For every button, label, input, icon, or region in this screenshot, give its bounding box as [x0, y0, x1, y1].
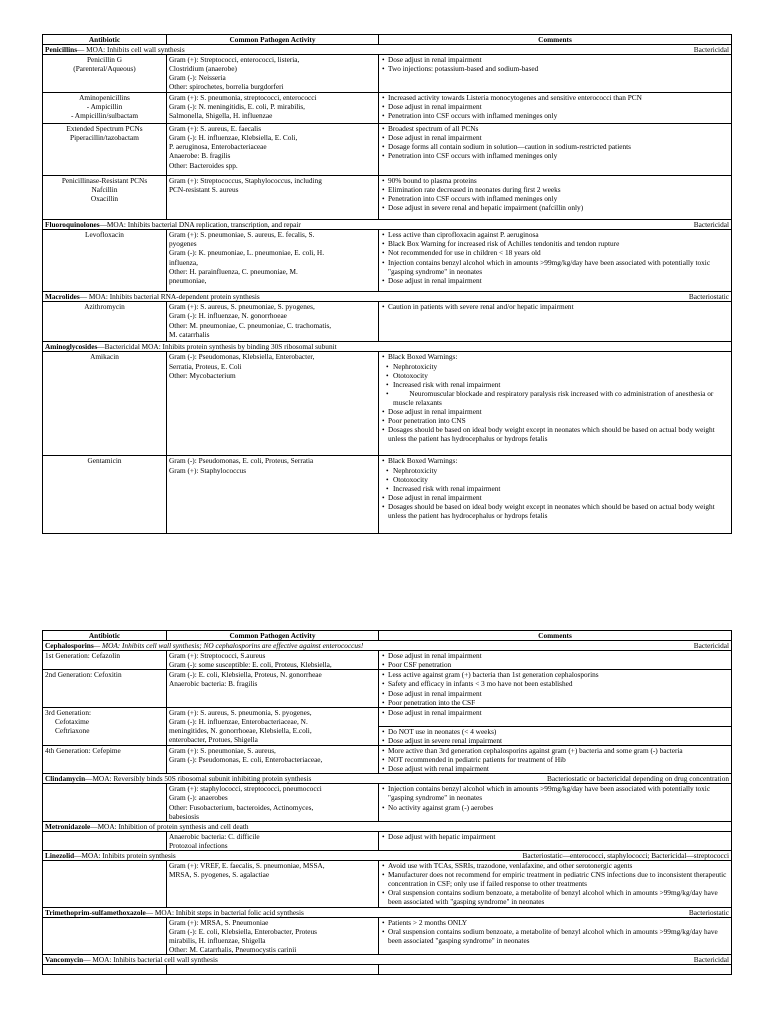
table-row — [43, 670, 732, 707]
table-row — [43, 861, 732, 907]
comments-cell: • Dose adjust in renal impairment • Do NOT use in neonates (< 4 weeks) • Dose adjust in severe renal impairment — [379, 707, 732, 745]
comments-cell: • Black Boxed Warnings: • Nephrotoxicity • Ototoxocity • Increased risk with renal impairment • Neuromuscular blockade and respiratory paralysis risk increased with co administration of anesthesia or muscle relaxants • Dose adjust in renal impairment • Poor penetration into CNS • Dosages should be based on ideal body weight except in neonates which should be based on actual body weight unless the patient has hydrocephalus or hydrops fetalis — [379, 352, 732, 456]
header-activity: Common Pathogen Activity — [167, 631, 379, 641]
drug-cell — [43, 917, 167, 954]
drug-cell — [43, 784, 167, 821]
drug-cell: 4th Generation: Cefepime — [43, 745, 167, 773]
section-moa: —MOA: Inhibition of protein synthesis and cell death — [90, 821, 249, 831]
antibiotic-table-2 — [42, 630, 732, 975]
section-effect: Bactericidal — [693, 220, 729, 230]
activity-cell: Gram (-): Pseudomonas, Klebsiella, Enterobacter, Serratia, Proteus, E. Coli Other: Mycobacterium — [167, 352, 379, 456]
table-row — [43, 352, 732, 456]
section-row-fluoroquinolones — [43, 220, 732, 230]
comments-cell — [379, 965, 732, 975]
drug-cell: 3rd Generation: Cefotaxime Ceftriaxone — [43, 707, 167, 745]
activity-cell: Gram (+): Streptococci, S.aureus Gram (-): some susceptible: E. coli, Proteus, Klebsiella, — [167, 651, 379, 670]
drug-cell: 1st Generation: Cefazolin — [43, 651, 167, 670]
activity-cell — [167, 965, 379, 975]
section-name: Aminoglycosides — [45, 342, 98, 352]
header-antibiotic: Antibiotic — [43, 631, 167, 641]
section-effect: Bacteriostatic — [688, 907, 729, 917]
drug-cell: Gentamicin — [43, 456, 167, 534]
activity-cell: Gram (-): E. coli, Klebsiella, Proteus, N. gonorrheae Anaerobic bacteria: B. fragilis — [167, 670, 379, 707]
comments-cell: • Avoid use with TCAs, SSRIs, trazodone, venlafaxine, and other serotonergic agents • Manufacturer does not recommend for empiric treatment in pediatric CNS infections due to inconsistent therapeutic concentration in CSF; only use if failed response to other treatments • Oral suspension contains sodium benzoate, a metabolite of benzyl alcohol which in amounts >99mg/kg/day have been associated with "gasping syndrome" in neonates — [379, 861, 732, 907]
table-row — [43, 302, 732, 342]
section-moa: —Bactericidal MOA: Inhibits protein synthesis by binding 30S ribosomal subunit — [97, 342, 337, 352]
section-name: Trimethoprim-sulfamethoxazole — [45, 907, 146, 917]
table-row — [43, 831, 732, 850]
activity-cell: Gram (+): S. pneumoniae, S. aureus, Gram (-): Pseudomonas, E. coli, Enterobacteriaceae, — [167, 745, 379, 773]
comments-cell: • 90% bound to plasma proteins • Elimination rate decreased in neonates during first 2 weeks • Penetration into CSF occurs with inflamed meninges only • Dose adjust in severe renal and hepatic impairment (nafcillin only) — [379, 176, 732, 220]
table-page-1 — [42, 34, 731, 534]
section-row-penicillins — [43, 45, 732, 55]
drug-cell: Penicillin G (Parenteral/Aqueous) — [43, 55, 167, 93]
comments-cell: • Increased activity towards Listeria monocytogenes and sensitive enterococci than PCN • Dose adjust in renal impairment • Penetration into CSF occurs with inflamed meninges only — [379, 93, 732, 124]
activity-cell: Gram (+): Streptococci, enterococci, listeria, Clostridium (anaerobe) Gram (-): Neisseria Other: spirochetes, borrelia burgdorferi — [167, 55, 379, 93]
comments-cell: • Caution in patients with severe renal and/or hepatic impairment — [379, 302, 732, 342]
header-antibiotic: Antibiotic — [43, 35, 167, 45]
table-row — [43, 176, 732, 220]
drug-cell — [43, 965, 167, 975]
section-effect: Bactericidal — [693, 641, 729, 651]
table-row — [43, 784, 732, 821]
section-effect: Bacteriostatic or bactericidal depending on drug concentration — [547, 774, 729, 784]
section-row-cephalosporins — [43, 641, 732, 651]
section-name: Linezolid — [45, 850, 75, 860]
section-name: Fluoroquinolones — [45, 220, 100, 230]
section-name: Macrolides — [45, 292, 80, 302]
drug-cell: Amikacin — [43, 352, 167, 456]
drug-cell: Aminopenicillins - Ampicillin - Ampicillin/sulbactam — [43, 93, 167, 124]
table-row — [43, 707, 732, 745]
activity-cell: Gram (+): S. aureus, S. pneumoniae, S. pyogenes, Gram (-): H. influenzae, N. gonorrhoeae Other: M. pneumoniae, C. pneumoniae, C. trachomatis, M. catarrhalis — [167, 302, 379, 342]
activity-cell: Gram (+): VREF, E. faecalis, S. pneumoniae, MSSA, MRSA, S. pyogenes, S. agalactiae — [167, 861, 379, 907]
section-row-clindamycin — [43, 774, 732, 784]
table-row — [43, 965, 732, 975]
activity-cell: Gram (+): Streptococcus, Staphylococcus, including PCN-resistant S. aureus — [167, 176, 379, 220]
comments-cell: • Dose adjust in renal impairment • Two injections: potassium-based and sodium-based — [379, 55, 732, 93]
section-row-linezolid — [43, 850, 732, 860]
table-row — [43, 93, 732, 124]
drug-cell: Levofloxacin — [43, 230, 167, 292]
table-row — [43, 124, 732, 176]
activity-cell: Gram (+): S. pneumonia, streptococci, enterococci Gram (-): N. meningitidis, E. coli, P. mirabilis, Salmonella, Shigella, H. influenzae — [167, 93, 379, 124]
section-name: Penicillins — [45, 45, 78, 55]
activity-cell: Gram (+): S. aureus, E. faecalis Gram (-): H. influenzae, Klebsiella, E. Coli, P. aeruginosa, Enterobacteriaceae Anaerobe: B. fragilis Other: Bacteroides spp. — [167, 124, 379, 176]
table-row — [43, 55, 732, 93]
section-name: Cephalosporins — [45, 641, 94, 651]
table-row — [43, 745, 732, 773]
table-row — [43, 230, 732, 292]
comments-cell: • Patients > 2 months ONLY • Oral suspension contains sodium benzoate, a metabolite of benzyl alcohol which in amounts >99mg/kg/day have been associated "gasping syndrome" in neonates — [379, 917, 732, 954]
section-moa: — MOA: Inhibits bacterial cell wall synthesis — [83, 955, 218, 964]
section-row-macrolides — [43, 292, 732, 302]
section-moa: — MOA: Inhibits cell wall synthesis; NO cephalosporins are effective against enterococcus! — [93, 641, 364, 651]
comments-cell: • Less active than ciprofloxacin against P. aeruginosa • Black Box Warning for increased risk of Achilles tendonitis and tendon rupture • Not recommended for use in children < 18 years old • Injection contains benzyl alcohol which in amounts >99mg/kg/day have been associated with potentially toxic "gasping syndrome" in neonates • Dose adjust in renal impairment — [379, 230, 732, 292]
activity-cell: Gram (-): Pseudomonas, E. coli, Proteus, Serratia Gram (+): Staphylococcus — [167, 456, 379, 534]
section-row-metronidazole — [43, 821, 732, 831]
comments-cell: • More active than 3rd generation cephalosporins against gram (+) bacteria and some gram (-) bacteria • NOT recommended in pediatric patients for treatment of Hib • Dose adjust with renal impairment — [379, 745, 732, 773]
comments-cell: • Dose adjust with hepatic impairment — [379, 831, 732, 850]
table-row — [43, 917, 732, 954]
section-moa: — MOA: Inhibits bacterial RNA-dependent protein synthesis — [79, 292, 260, 302]
comments-cell: • Broadest spectrum of all PCNs • Dose adjust in renal impairment • Dosage forms all contain sodium in solution—caution in sodium-restricted patients • Penetration into CSF occurs with inflamed meninges only — [379, 124, 732, 176]
table-row — [43, 456, 732, 534]
section-moa: —MOA: Reversibly binds 50S ribosomal subunit inhibiting protein synthesis — [85, 774, 312, 784]
table-row — [43, 651, 732, 670]
comments-cell: • Dose adjust in renal impairment • Poor CSF penetration — [379, 651, 732, 670]
header-row — [43, 35, 732, 45]
comments-cell: • Less active against gram (+) bacteria than 1st generation cephalosporins • Safety and efficacy in infants < 3 mo have not been established • Dose adjust in renal impairment • Poor penetration into the CSF — [379, 670, 732, 707]
drug-cell — [43, 861, 167, 907]
drug-cell: Penicillinase-Resistant PCNs Nafcillin Oxacillin — [43, 176, 167, 220]
section-row-aminoglycosides — [43, 342, 732, 352]
activity-cell: Gram (+): S. pneumoniae, S. aureus, E. fecalis, S. pyogenes Gram (-): K. pneumoniae, L. pneumoniae, E. coli, H. influenza, Other: H. parainfluenza, C. pneumoniae, M. pneumoniae, — [167, 230, 379, 292]
table-page-2 — [42, 630, 731, 975]
section-name: Metronidazole — [45, 821, 91, 831]
section-name: Clindamycin — [45, 774, 86, 784]
drug-cell: Azithromycin — [43, 302, 167, 342]
section-moa: —MOA: Inhibits bacterial DNA replication, transcription, and repair — [99, 220, 301, 230]
section-effect: Bacteriostatic—enterococci, staphylococci; Bactericidal—streptococci — [522, 850, 729, 860]
section-moa: — MOA: Inhibit steps in bacterial folic acid synthesis — [145, 907, 304, 917]
section-name: Vancomycin — [45, 955, 84, 964]
antibiotic-table-1 — [42, 34, 732, 534]
section-row-trimethoprim — [43, 907, 732, 917]
section-moa: —MOA: Inhibits protein synthesis — [74, 850, 176, 860]
activity-cell: Anaerobic bacteria: C. difficile Protozoal infections — [167, 831, 379, 850]
section-effect: Bacteriostatic — [688, 292, 729, 302]
drug-cell — [43, 831, 167, 850]
header-activity: Common Pathogen Activity — [167, 35, 379, 45]
section-effect: Bactericidal — [693, 955, 729, 964]
activity-cell: Gram (+): MRSA, S. Pneumoniae Gram (-): E. coli, Klebsiella, Enterobacter, Proteus mirabilis, H. influenzae, Shigella Other: M. Catarrhalis, Pneumocystis carinii — [167, 917, 379, 954]
activity-cell: Gram (+): staphylococci, streptococci, pneumococci Gram (-): anaerobes Other: Fusobacterium, bacteroides, Actinomyces, babesiosis — [167, 784, 379, 821]
activity-cell: Gram (+): S. aureus, S. pneumonia, S. pyogenes, Gram (-): H. influenzae, Enterobacteriaceae, N. meningitides, N. gonorrhoeae, Klebsiella, E.coli, enterobacter, Protues, Shigella — [167, 707, 379, 745]
comments-cell: • Black Boxed Warnings: • Nephrotoxicity • Ototoxocity • Increased risk with renal impairment • Dose adjust in renal impairment • Dosages should be based on ideal body weight except in neonates which should be based on actual body weight unless the patient has hydrocephalus or hydrops fetalis — [379, 456, 732, 534]
section-effect: Bactericidal — [693, 45, 729, 55]
section-row-vancomycin — [43, 955, 732, 965]
header-row — [43, 631, 732, 641]
header-comments: Comments — [379, 631, 732, 641]
section-moa: — MOA: Inhibits cell wall synthesis — [77, 45, 185, 55]
header-comments: Comments — [379, 35, 732, 45]
drug-cell: Extended Spectrum PCNs Piperacillin/tazobactam — [43, 124, 167, 176]
drug-cell: 2nd Generation: Cefoxitin — [43, 670, 167, 707]
comments-cell: • Injection contains benzyl alcohol which in amounts >99mg/kg/day have been associated with potentially toxic "gasping syndrome" in neonates • No activity against gram (-) aerobes — [379, 784, 732, 821]
